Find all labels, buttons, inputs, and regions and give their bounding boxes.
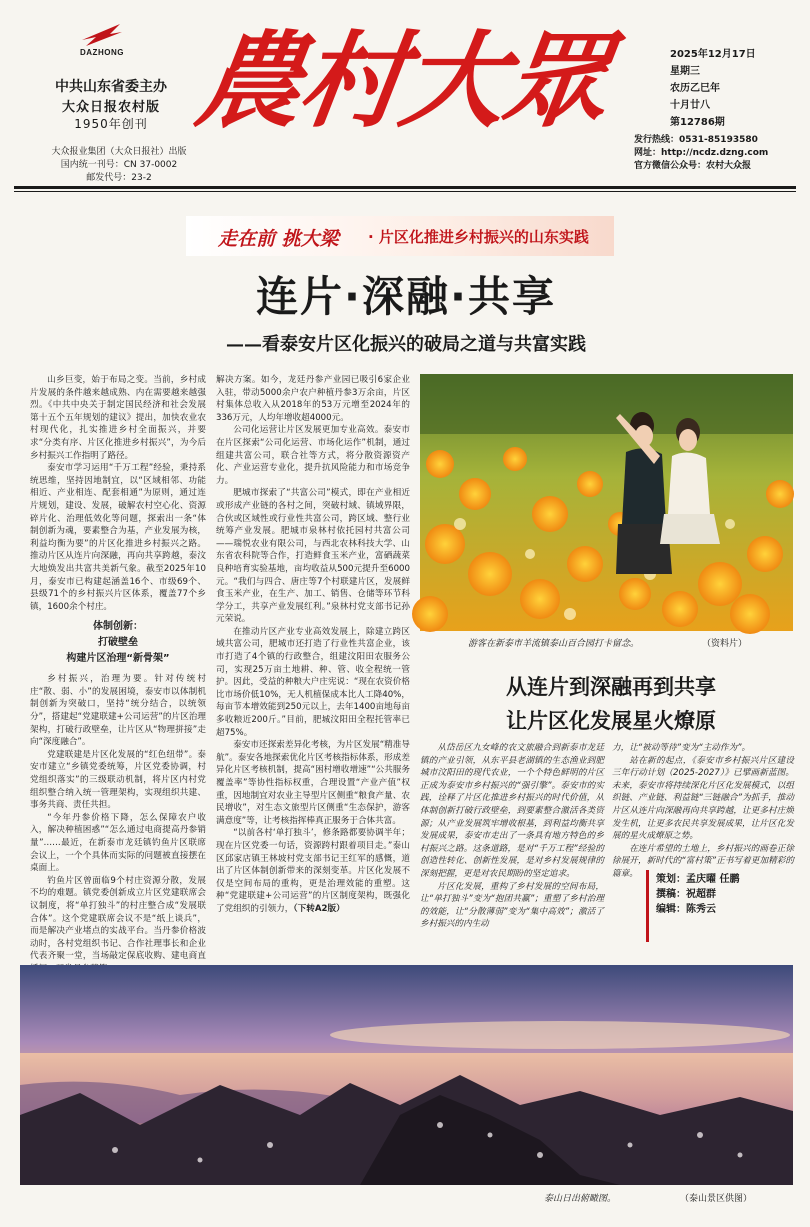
- publisher-line: 大众报业集团（大众日报社）出版: [51, 147, 187, 157]
- lily-field-photo: [420, 374, 793, 631]
- section-heading-line1: 体制创新：: [93, 621, 143, 633]
- credits-block: [656, 872, 796, 917]
- credit-writer: 撰稿：祝超群: [656, 889, 716, 900]
- section-heading-line3: 构建片区治理“新骨架”: [66, 653, 170, 665]
- founding-year: 1950年创刊: [74, 117, 148, 131]
- hotline: 发行热线：0531-85193580: [634, 135, 758, 145]
- secondary-headline-line1: 从连片到深融再到共享: [506, 675, 716, 699]
- paragraph: 泰安市学习运用“千万工程”经验，秉持系统思维，坚持因地制宜，以“区域相邻、功能相近、产业相连、配套相通”为原则，通过连片规划，建设、发展，破解农村空心化、资源碎片化、治理低效化等问题，探索出一条“体制创新为魂，要素整合为基，产业发展为核，利益均衡为要”的片区化推进乡村振兴之路。推动片区从连片向深融，再向共享跨越，泰汶大地焕发出共富共美新气象。截至2025年10月，泰安市已构建起涵盖16个、市级69个、县级71个的乡村振兴片区体系，覆盖77个乡镇，1600余个村庄。: [30, 463, 206, 612]
- publication-meta: [34, 146, 204, 185]
- kicker-text: · 片区化推进乡村振兴的山东实践: [368, 228, 589, 246]
- paragraph: 在推动片区产业专业高效发展上，除建立跨区域共富公司，肥城市还打造了行业性共富企业，该市打造了4个镇的行政整合，组建汶阳田农服务公司，实现25万亩土地耕、种、管、收全程统一管护。因此，受益的种粮大户庄宪说：“现在农资价格比市场价低10%，无人机植保成本比人工降40%，每亩节本增效能到250元以上，去年1400亩地每亩多收粮近200斤。”目前，肥城汶阳田全程托管率已超75%。: [216, 626, 410, 738]
- dazhong-logo-icon: [80, 20, 124, 48]
- kicker-banner: [186, 216, 614, 256]
- paragraph: 党建联建是片区化发展的“红色纽带”。泰安市建立“乡镇党委统筹，片区党委协调，村党组织落实”的三级联动机制，将片区内村党组织整合纳入统一管理架构，实现组织共建、事务共商、责任共担。: [30, 749, 206, 811]
- photo-credit: （资料片）: [701, 639, 747, 649]
- credits-accent-bar: [646, 870, 649, 942]
- paragraph: 解决方案。如今，龙廷丹参产业园已吸引6家企业入驻，带动5000余户农户种植丹参3万余亩，片区村集体总收入从2018年的53万元增至2024年的336万元，人均年增收超4000元。: [216, 375, 410, 423]
- paragraph: 乡村振兴，治理为要。针对传统村庄“散、弱、小”的发展困境，泰安市以体制机制创新为突破口，坚持“统分结合，以统领分”，搭建起“党建联建+公司运营”的片区治理架构，打破行政壁垒，让片区从“物理拼接”走向“深度融合”。: [30, 674, 206, 748]
- paragraph: 在连片希望的土地上，乡村振兴的画卷正徐徐展开，新时代的“富村策”正书写着更加精彩的篇章。: [612, 843, 794, 879]
- mount-tai-sunrise-photo: [20, 965, 793, 1185]
- issn-line: 国内统一刊号：CN 37-0002: [60, 160, 178, 170]
- paragraph-text: “以前各村‘单打独斗’，修条路都要协调半年；现在片区党委一句话，资源跨村跟着项目走。”泰山区邱家店镇王林坡村党支部书记王红军的感慨，道出了片区体制创新带来的深刻变革。片区化发展不仅是空间布局的重构，更是治理效能的重塑。这种“党建联建+公司运营”的片区制度架构，既强化了党组织的引领力，: [216, 828, 410, 914]
- lunar-year: 农历乙巳年: [670, 83, 720, 94]
- date-box: [670, 46, 780, 131]
- date: 2025年12月17日: [670, 49, 756, 60]
- paragraph: 力，让“被动等待”变为“主动作为”。: [612, 743, 751, 753]
- paragraph: 片区化发展，重构了乡村发展的空间布局，让“单打独斗”变为“抱团共赢”；重塑了乡村治理的效能，让“分散薄弱”变为“集中高效”；激活了乡村振兴的内生动: [420, 881, 604, 930]
- publisher-sub: 大众日报农村版: [61, 100, 160, 115]
- photo-credit: （泰山景区供图）: [680, 1194, 753, 1204]
- paragraph: 站在新的起点，《泰安市乡村振兴片区建设三年行动计划（2025-2027）》已擘画新蓝图。未来，泰安市将持续深化片区化发展模式，以组织链、产业链、利益链“三链融合”为抓手，推动片区从连片向深融再向共享跨越，让更多村庄焕发生机，让更多农民共享发展成果，让片区化发展的星火成燎原之势。: [612, 755, 794, 842]
- sub-headline: ——看泰安片区化振兴的破局之道与共富实践: [226, 334, 586, 355]
- newspaper-flag: 農村大眾: [189, 19, 615, 142]
- mount-tai-illustration: [20, 965, 793, 1185]
- section-heading: [30, 619, 206, 667]
- lily-field-illustration: [420, 374, 793, 631]
- publisher-main: 中共山东省委主办: [55, 79, 167, 95]
- lunar-day: 十月廿八: [670, 100, 710, 111]
- paragraph: 泰安市还探索差异化考核，为片区发展“精准导航”。泰安各地探索优化片区考核指标体系，形成差异化片区考核机制，提高“困村增收增速”“公共服务覆盖率”等协性指标权重，合理设置“产业产值”权重，因地制宜对农业主导型片区侧重“粮食产量、农民增收”，对生态文旅型片区侧重“生态保护，游客满意度”等，让考核指挥棒真正服务于合体共富。: [216, 740, 410, 826]
- article-column-2: [216, 374, 410, 958]
- paragraph: 肥城市探索了“共富公司”模式，即在产业相近或形成产业链的各村之间，突破村域、镇域界限，合伙或区域性或行业性共富公司，跨区域、整行业统筹产业发展。肥城市泉林村依托园村共富公司——瑞悦农业有限公司，与西北农林科技大学、山东省农科院等合作，打造鲜食玉米产业，富硒蔬菜良种培育实验基地，亩均收益从500元提升至6000元。“我们与四合、唐庄等7个村联建片区，发展鲜食玉米产业，在生产、加工、销售、仓储等环节科学分工，共享产业发展红利。”泉林村党支部书记孙元荣说。: [216, 488, 410, 625]
- paragraph: “今年丹参价格下降，怎么保障农户收入，解决种植困惑”“怎么通过电商提高丹参销量”……最近，在新泰市龙廷镇钓鱼片区联席会议上，一个个具体而实际的问题被直接摆在桌面上。: [30, 812, 206, 874]
- jump-line: （下转A2版）: [293, 903, 345, 914]
- website[interactable]: 网址：http://ncdz.dzng.com: [634, 148, 769, 158]
- secondary-headline: [430, 670, 792, 738]
- caption-text: 游客在新泰市羊流镇泰山百合园打卡留念。: [468, 639, 640, 649]
- weekday: 星期三: [670, 66, 700, 77]
- logo-text: DAZHONG: [80, 48, 124, 57]
- caption-text: 泰山日出俯瞰图。: [544, 1194, 617, 1204]
- credit-planner: 策划：孟庆曜 任鹏: [656, 874, 740, 885]
- main-headline: 连片·深融·共享: [256, 272, 556, 321]
- wechat: 官方微信公众号：农村大众报: [634, 161, 752, 171]
- kicker-calligraphy: 走在前 挑大梁: [218, 228, 339, 250]
- commentary-column-1: [420, 742, 604, 960]
- paragraph: 钓鱼片区曾面临9个村庄资源分散，发展不均的难题。镇党委创新成立片区党建联席会议制度，将“单打独斗”的村庄整合成“发展联合体”。这个党建联席会议不是“纸上谈兵”，而是解决产业堵点的实战平台。当丹参价格波动时，各村党组织书记、合作社理事长和企业代表齐聚一堂，当场敲定保底收购、建电商直: [30, 875, 206, 962]
- issue-number: 第12786期: [670, 117, 725, 128]
- masthead-rule: [14, 186, 796, 189]
- credit-editor: 编辑：陈秀云: [656, 904, 716, 915]
- paragraph: 山乡巨变，始于布局之变。当前，乡村成片发展的条件越来越成熟、内在需要越来越强烈。《中共中央关于制定国民经济和社会发展第十五个五年规划的建议》提出，加快农业农村现代化，扎实推进乡村全面振兴，并要求“分类有序、片区化推进乡村振兴”，为今后乡村振兴工作指明了路径。: [30, 375, 206, 461]
- commentary-column-2: [612, 742, 794, 879]
- secondary-headline-line2: 让片区化发展星火燎原: [506, 709, 716, 733]
- contact-box: [634, 134, 784, 173]
- postal-code-line: 邮发代号：23-2: [86, 173, 152, 183]
- paragraph: 公司化运营让片区发展更加专业高效。泰安市在片区探索“公司化运营、市场化运作”机制，通过组建共富公司，联合社等方式，将分散资源资产化、产业运营专业化，提升抗风险能力和市场竞争力。: [216, 425, 410, 486]
- masthead-rule-thin: [14, 191, 796, 192]
- paragraph: [216, 827, 410, 915]
- section-heading-line2: 打破壁垒: [98, 637, 138, 649]
- paragraph: 从岱岳区九女峰的农文旅融合到新泰市龙廷镇的产业引领，从东平县老湖镇的生态渔业到肥城市汶阳田的现代农业，一个个特色鲜明的片区正成为泰安市乡村振兴的“强引擎”。泰安市的实践，诠释了片区化推进乡村振兴的时代价值，从体制创新打破行政壁垒，到要素整合激活各类资源；从产业发展筑牢增收根基，到利益均衡共享发展成果，泰安市走出了一条具有地方特色的乡村振兴之路。这条道路，是对“千万工程”经验的创造性转化、创新性发展，是对乡村发展规律的深刻把握，更是对农民期盼的坚定追求。: [420, 743, 604, 879]
